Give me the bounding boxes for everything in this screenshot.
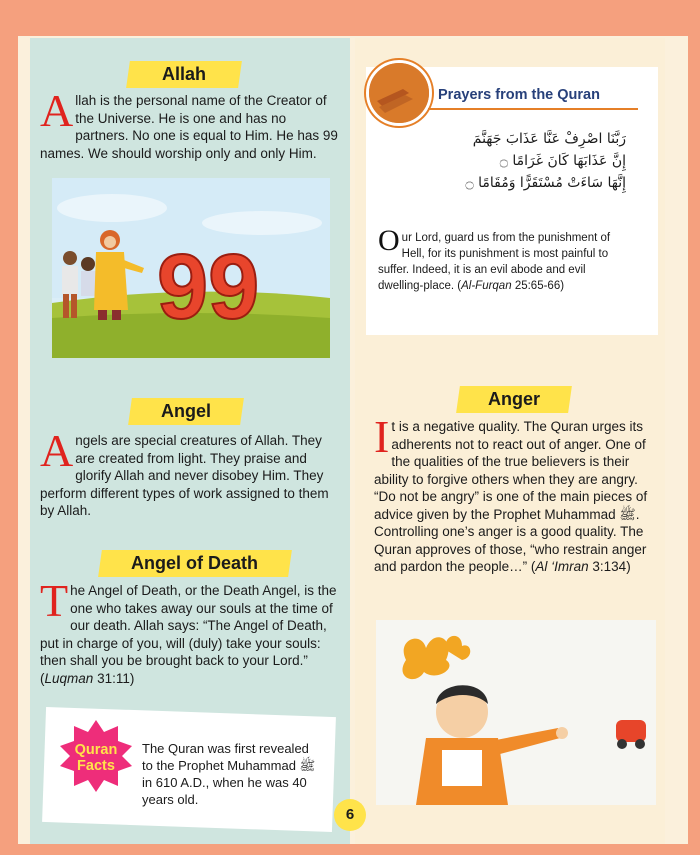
quran-facts-label: Quran Facts (74, 742, 118, 774)
anger-paragraph: It is a negative quality. The Quran urges its adherents not to react out of anger. One of the qualities of the true believers is their ability to forgive others when they are angry. “Do not be angry” is one of the main pieces of advice given by the Prophet Muhammad ﷺ. Controlling one’s anger is a good quality. The Quran approves of those, “who restrain anger and pardon the people…” (Al ‘Imran 3:134) (374, 411, 648, 574)
allah-illustration (52, 178, 330, 358)
page-number: 6 (334, 799, 366, 831)
drop-cap: I (374, 411, 390, 462)
drop-cap: O (378, 224, 400, 257)
prayers-title-bar (428, 82, 638, 110)
angel-paragraph: Angels are special creatures of Allah. They are created from light. They praise and glorify Allah and never disobey Him. They perform different types of work assigned to them by Allah. (40, 425, 329, 518)
allah-heading: Allah (126, 61, 242, 88)
prayers-title: Prayers from the Quran (438, 87, 600, 103)
angel-heading: Angel (128, 398, 244, 425)
angel-of-death-paragraph: The Angel of Death, or the Death Angel, is the one who takes away our souls at the time of our death. Allah says: “The Angel of Death, put in charge of you, will (duly) take your souls: then shall you be brought back to your Lord.” (Luqman 31:11) (40, 575, 337, 686)
allah-paragraph: Allah is the personal name of the Creator of the Universe. He is one and has no partners. No one is equal to Him. He has 99 names. We should worship only and only Him. (40, 85, 338, 161)
drop-cap: A (40, 85, 74, 136)
arabic-verses: رَبَّنَا اصْرِفْ عَنَّا عَذَابَ جَهَنَّمَ إِنَّ عَذَابَهَا كَانَ غَرَامًا ۝ إِنَّهَا سَاءَتْ مُسْتَقَرًّا وَمُقَامًا ۝ (465, 131, 626, 191)
quran-facts-badge (58, 718, 134, 794)
anger-illustration (376, 620, 656, 805)
prayers-translation: Our Lord, guard us from the punishment of Hell, for its punishment is most painful to suffer. Indeed, it is an evil abode and evil dwelling-place. (Al-Furqan 25:65-66) (378, 224, 611, 292)
quran-facts-text: The Quran was first revealed to the Prophet Muhammad ﷺ in 610 A.D., when he was 40 years old. (142, 741, 316, 807)
anger-heading: Anger (456, 386, 572, 413)
angel-of-death-heading: Angel of Death (98, 550, 292, 577)
drop-cap: A (40, 425, 74, 476)
prayer-hands-icon (366, 60, 432, 126)
drop-cap: T (40, 575, 69, 626)
number-99: 99 (157, 236, 260, 338)
